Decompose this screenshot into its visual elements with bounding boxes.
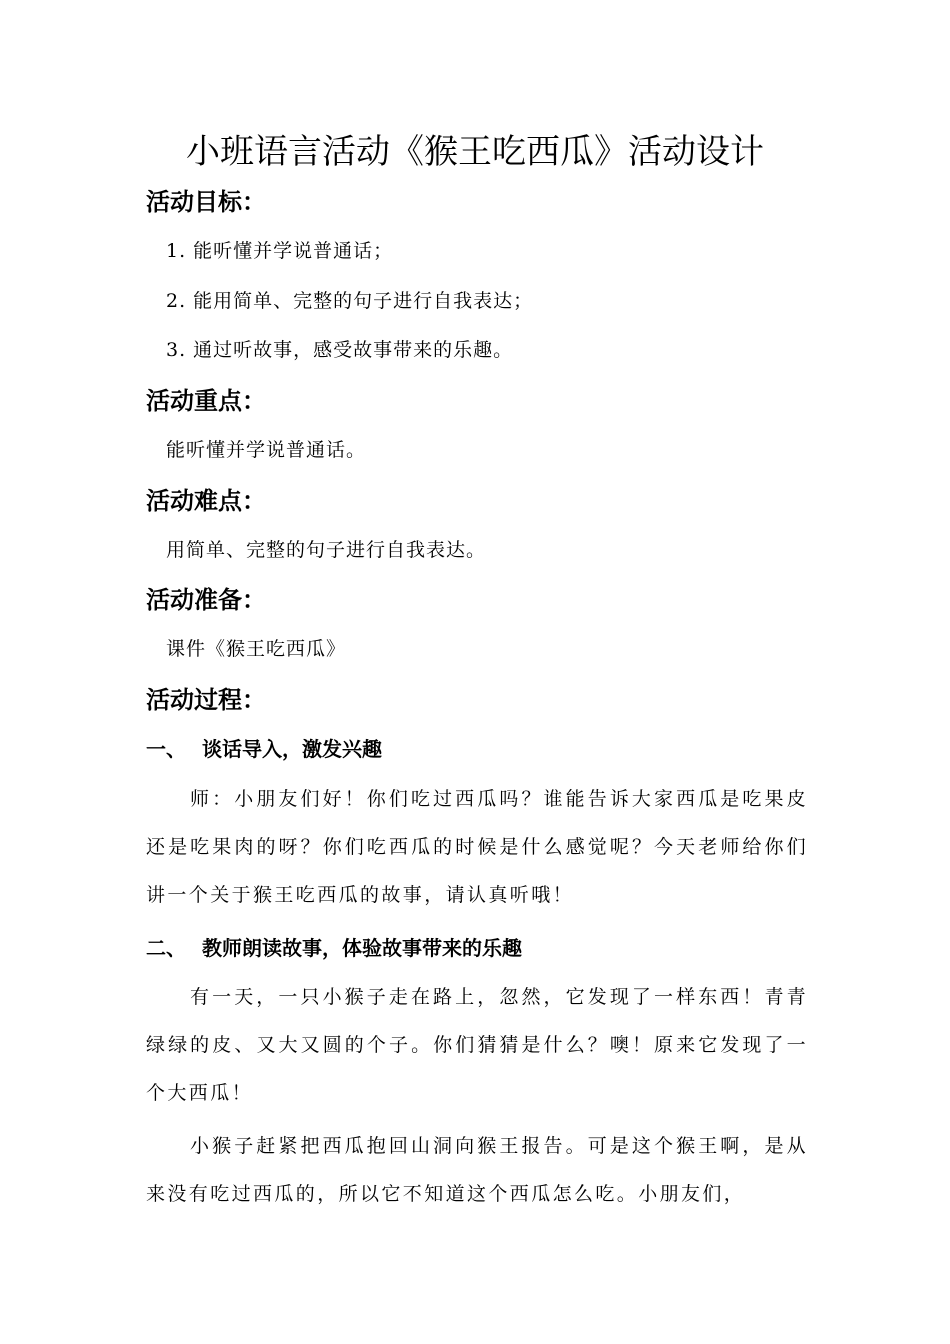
- paragraph: 小猴子赶紧把西瓜抱回山洞向猴王报告。可是这个猴王啊，是从来没有吃过西瓜的，所以它不知道这个西瓜怎么吃。小朋友们，: [146, 1135, 808, 1205]
- key-point-text: 能听懂并学说普通话。: [166, 439, 367, 461]
- page-title: 小班语言活动《猴王吃西瓜》活动设计: [186, 132, 764, 172]
- difficulty-heading: 活动难点：: [146, 486, 266, 515]
- process-heading: 活动过程：: [146, 685, 266, 714]
- goal-item: 3. 通过听故事，感受故事带来的乐趣。: [166, 339, 514, 361]
- step-heading: [146, 933, 522, 963]
- paragraph: 有一天，一只小猴子走在路上，忽然，它发现了一样东西！青青绿绿的皮、又大又圆的个子。你们猜猜是什么？噢！原来它发现了一个大西瓜！: [146, 986, 808, 1104]
- key-point-heading: 活动重点：: [146, 386, 266, 415]
- paragraph: 师：小朋友们好！你们吃过西瓜吗？谁能告诉大家西瓜是吃果皮还是吃果肉的呀？你们吃西瓜的时候是什么感觉呢？今天老师给你们讲一个关于猴王吃西瓜的故事，请认真听哦！: [146, 788, 808, 906]
- step-heading: [146, 734, 382, 764]
- step-title: 教师朗读故事，体验故事带来的乐趣: [202, 936, 522, 960]
- goals-heading: 活动目标：: [146, 187, 266, 216]
- step-title: 谈话导入，激发兴趣: [202, 737, 382, 761]
- step-number: 二、: [146, 936, 186, 960]
- preparation-heading: 活动准备：: [146, 585, 266, 614]
- preparation-text: 课件《猴王吃西瓜》: [166, 638, 347, 660]
- goal-item: 1. 能听懂并学说普通话；: [166, 240, 394, 262]
- goal-item: 2. 能用简单、完整的句子进行自我表达；: [166, 290, 534, 312]
- difficulty-text: 用简单、完整的句子进行自我表达。: [166, 539, 487, 561]
- step-number: 一、: [146, 737, 186, 761]
